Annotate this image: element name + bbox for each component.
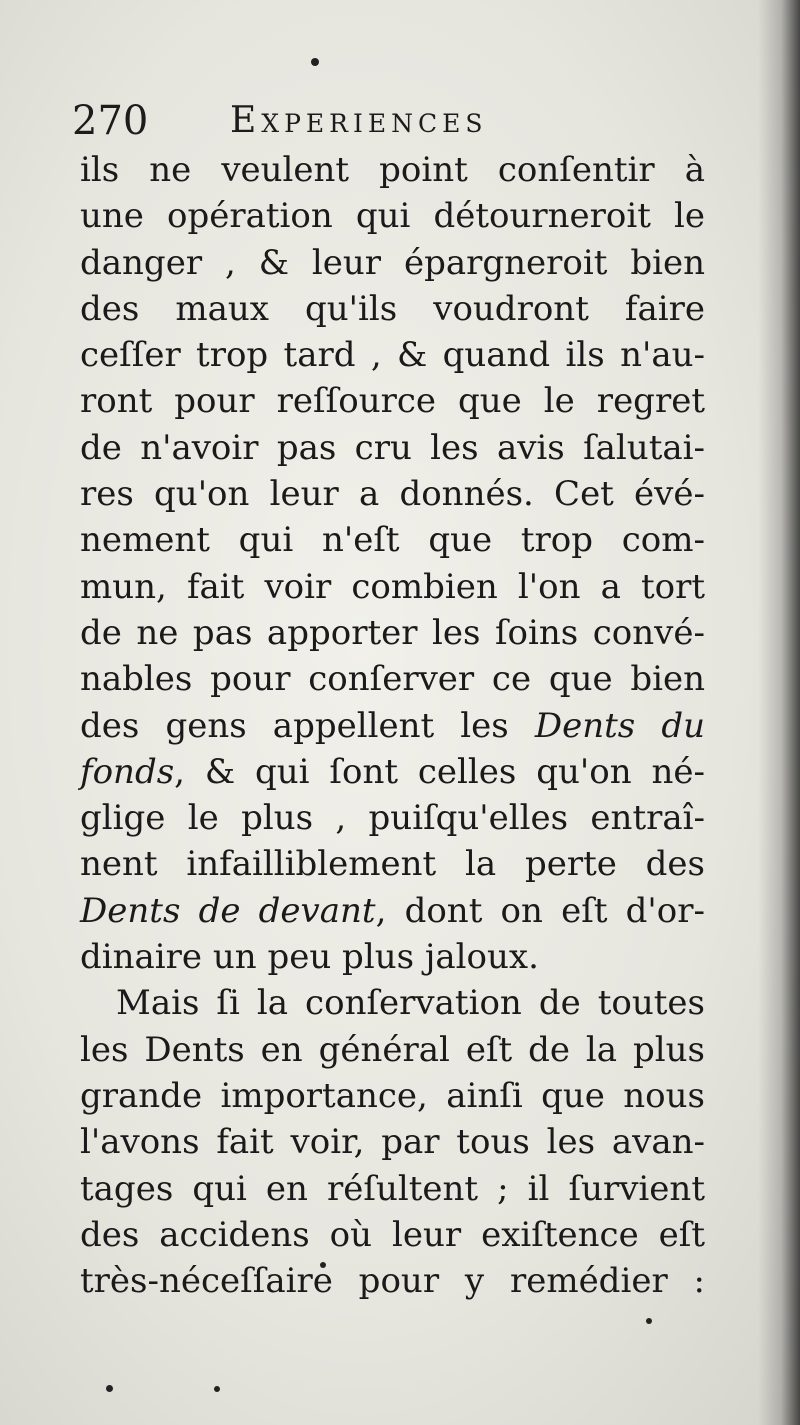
italic-term: Dents du: [534, 705, 705, 746]
line-segment: des gens appellent les: [80, 705, 535, 746]
ink-speck: [214, 1386, 220, 1392]
text-line: nent infailliblement la perte des: [80, 844, 705, 885]
text-line: danger , & leur épargneroit bien: [80, 242, 705, 283]
text-line: ceſſer trop tard , & quand ils n'au-: [80, 335, 705, 376]
text-line: de n'avoir pas cru les avis ſalutai-: [80, 427, 705, 468]
text-line: grande importance, ainſi que nous: [80, 1075, 705, 1116]
text-line: les Dents en général eſt de la plus: [80, 1029, 705, 1070]
text-line: [80, 703, 705, 749]
text-line: très-néceſſaire pour y remédier :: [80, 1261, 705, 1302]
italic-term: Dents de devant: [80, 890, 376, 931]
text-line: nables pour conſerver ce que bien: [80, 659, 705, 700]
ink-speck: [646, 1318, 652, 1324]
ink-speck: [106, 1385, 113, 1392]
text-line: une opération qui détourneroit le: [80, 196, 705, 237]
text-line: des accidens où leur exiſtence eſt: [80, 1214, 705, 1255]
text-line: [80, 888, 705, 934]
text-line: [80, 749, 705, 795]
text-line: tages qui en réſultent ; il ſurvient: [80, 1168, 705, 1209]
page-gutter-shadow: [758, 0, 800, 1425]
line-segment: , & qui ſont celles qu'on né-: [174, 751, 705, 792]
text-line: l'avons fait voir, par tous les avan-: [80, 1122, 705, 1163]
page-number: 270: [72, 98, 149, 144]
running-head: Experiences: [230, 100, 488, 141]
ink-speck: [311, 58, 319, 66]
text-line: ils ne veulent point conſentir à: [80, 150, 705, 190]
body-text: [80, 147, 705, 1304]
page-header: [72, 96, 712, 146]
line-segment: , dont on eſt d'or-: [375, 890, 705, 931]
text-line: des maux qu'ils voudront faire: [80, 288, 705, 329]
text-line: glige le plus , puiſqu'elles entraî-: [80, 798, 705, 839]
text-line: dinaire un peu plus jaloux.: [80, 937, 539, 978]
paragraph-start-line: Mais ſi la conſervation de toutes: [116, 983, 705, 1024]
text-line: res qu'on leur a donnés. Cet évé-: [80, 474, 705, 515]
italic-term: fonds: [80, 751, 175, 792]
text-line: nement qui n'eſt que trop com-: [80, 520, 705, 561]
text-line: de ne pas apporter les ſoins convé-: [80, 612, 705, 653]
text-line: ront pour reſſource que le regret: [80, 381, 705, 422]
text-line: mun, fait voir combien l'on a tort: [80, 566, 705, 607]
